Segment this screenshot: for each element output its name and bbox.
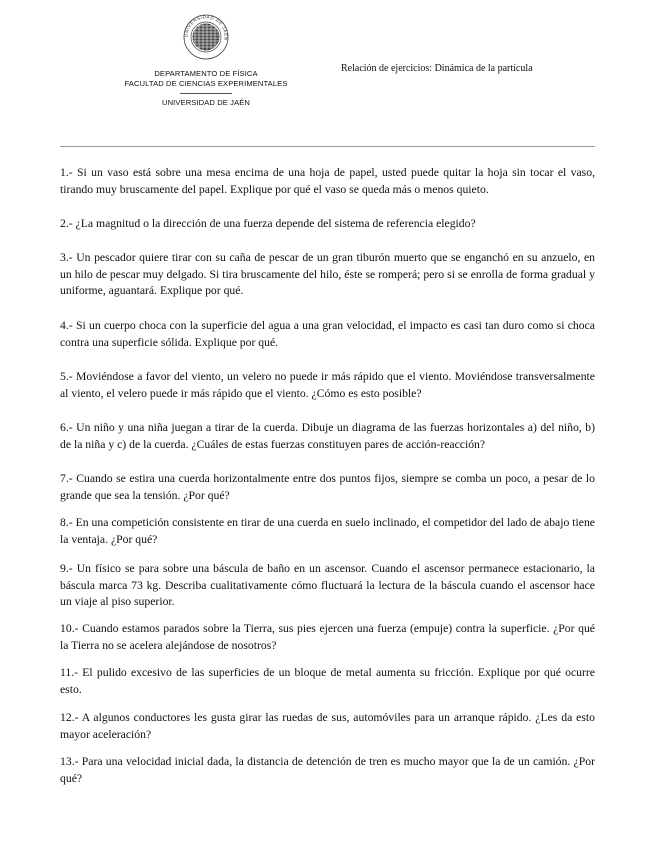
seal-text: UNIVERSIDAD DE JAÉN <box>183 14 229 41</box>
header-rule <box>60 146 595 147</box>
question-12: 12.- A algunos conductores les gusta girar las ruedas de sus, automóviles para un arranque rápido. ¿Les da esto mayor aceleración? <box>60 711 595 741</box>
question-10: 10.- Cuando estamos parados sobre la Tierra, sus pies ejercen una fuerza (empuje) contra la superficie. ¿Por qué la Tierra no se acelera alejándose de nosotros? <box>60 622 595 652</box>
question-1: 1.- Si un vaso está sobre una mesa encima de una hoja de papel, usted puede quitar la hoja sin tocar el vaso, tirando muy bruscamente del papel. Explique por qué el vaso se queda más o menos quieto. <box>60 166 595 196</box>
question-5: 5.- Moviéndose a favor del viento, un velero no puede ir más rápido que el viento. Moviéndose transversalmente al viento, el velero puede ir más rápido que el viento. ¿Cómo es esto posible? <box>60 370 595 400</box>
question-9: 9.- Un físico se para sobre una báscula de baño en un ascensor. Cuando el ascensor permanece estacionario, la báscula marca 73 kg. Describa cualitativamente cómo fluctuará la lectura de la báscula cuando el ascensor hace un viaje al piso superior. <box>60 562 595 608</box>
university-name: UNIVERSIDAD DE JAÉN <box>162 98 250 107</box>
document-subject: Relación de ejercicios: Dinámica de la partícula <box>341 63 533 74</box>
question-4: 4.- Si un cuerpo choca con la superficie del agua a una gran velocidad, el impacto es casi tan duro como si choca contra una superficie sólida. Explique por qué. <box>60 319 595 349</box>
header-divider <box>180 93 232 94</box>
question-8: 8.- En una competición consistente en tirar de una cuerda en suelo inclinado, el competidor del lado de abajo tiene la ventaja. ¿Por qué? <box>60 516 595 546</box>
question-7: 7.- Cuando se estira una cuerda horizontalmente entre dos puntos fijos, siempre se comba un poco, a pesar de lo grande que sea la tensión. ¿Por qué? <box>60 472 595 502</box>
question-13: 13.- Para una velocidad inicial dada, la distancia de detención de tren es mucho mayor que la de un camión. ¿Por qué? <box>60 755 595 785</box>
department-name: DEPARTAMENTO DE FÍSICA <box>154 69 258 78</box>
university-seal-icon <box>183 14 229 60</box>
question-11: 11.- El pulido excesivo de las superficies de un bloque de metal aumenta su fricción. Explique por qué ocurre esto. <box>60 666 595 696</box>
question-2: 2.- ¿La magnitud o la dirección de una fuerza depende del sistema de referencia elegido? <box>60 217 476 230</box>
question-3: 3.- Un pescador quiere tirar con su caña de pescar de un gran tiburón muerto que se enganchó en su anzuelo, en un hilo de pescar muy delgado. Si tira bruscamente del hilo, éste se romperá; pero si se enrolla de forma gradual y uniforme, aguantará. Explique por qué. <box>60 251 595 297</box>
faculty-name: FACULTAD DE CIENCIAS EXPERIMENTALES <box>124 79 288 88</box>
question-6: 6.- Un niño y una niña juegan a tirar de la cuerda. Dibuje un diagrama de las fuerzas horizontales a) del niño, b) de la niña y c) de la cuerda. ¿Cuáles de estas fuerzas constituyen pares de acción-reacción? <box>60 421 595 451</box>
